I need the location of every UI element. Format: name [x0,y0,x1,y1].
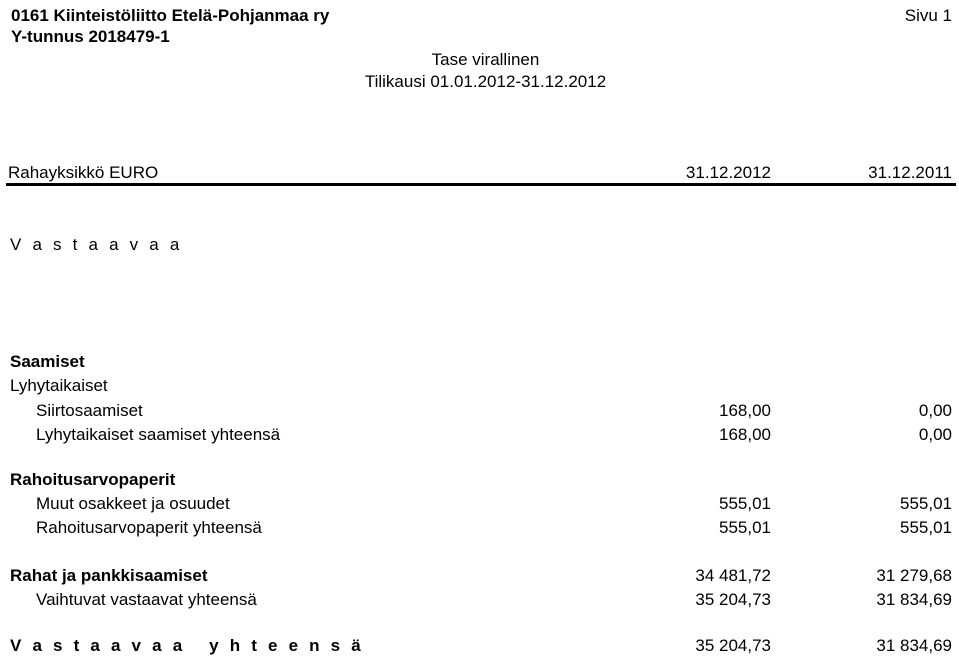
row-value-current: 555,01 [719,494,771,513]
row-label-vaihtuvat-total: Vaihtuvat vastaavat yhteensä [36,590,257,609]
row-value-previous: 555,01 [900,518,952,537]
section-total-previous: 31 834,69 [876,636,952,655]
section-total-label: V a s t a a v a a y h t e e n s ä [10,636,364,655]
row-label-rahat: Rahat ja pankkisaamiset [10,566,208,585]
company-name: 0161 Kiinteistöliitto Etelä-Pohjanmaa ry [11,6,330,25]
fiscal-period: Tilikausi 01.01.2012-31.12.2012 [364,72,607,91]
row-value-current: 35 204,73 [695,590,771,609]
section-total-current: 35 204,73 [695,636,771,655]
report-title: Tase virallinen [431,50,540,69]
subgroup-lyhytaikaiset: Lyhytaikaiset [10,376,108,395]
row-label: Muut osakkeet ja osuudet [36,494,230,513]
row-value-previous: 31 834,69 [876,590,952,609]
group-heading-rahoitusarvopaperit: Rahoitusarvopaperit [10,470,176,489]
section-title: V a s t a a v a a [10,235,183,254]
row-value-previous: 555,01 [900,494,952,513]
column-header-previous: 31.12.2011 [868,163,952,182]
group-heading-saamiset: Saamiset [10,352,85,371]
row-label: Rahoitusarvopaperit yhteensä [36,518,262,537]
row-value-previous: 31 279,68 [876,566,952,585]
row-label: Lyhytaikaiset saamiset yhteensä [36,425,281,444]
row-value-current: 168,00 [719,401,771,420]
row-value-current: 34 481,72 [695,566,771,585]
page-number: Sivu 1 [904,6,952,25]
header-divider [6,183,956,186]
row-label: Siirtosaamiset [36,401,143,420]
business-id: Y-tunnus 2018479-1 [11,27,170,46]
row-value-current: 555,01 [719,518,771,537]
currency-unit: Rahayksikkö EURO [8,163,159,182]
column-header-current: 31.12.2012 [685,163,771,182]
row-value-current: 168,00 [719,425,771,444]
row-value-previous: 0,00 [918,425,952,444]
row-value-previous: 0,00 [918,401,952,420]
